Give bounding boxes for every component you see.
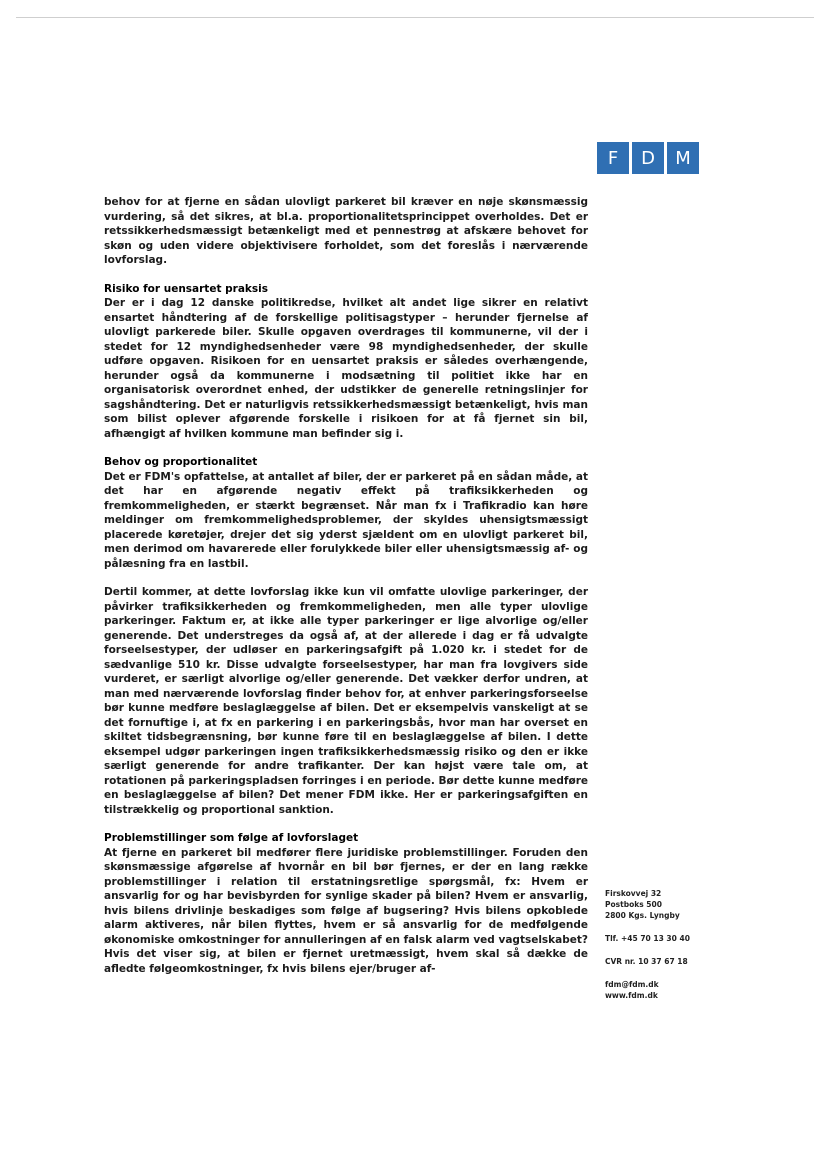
logo-letter-d: D <box>632 142 664 174</box>
address-street: Firskovvej 32 <box>605 889 662 898</box>
letter-body <box>104 195 588 990</box>
logo-letter-f: F <box>597 142 629 174</box>
section-paragraph: Det er FDM's opfattelse, at antallet af biler, der er parkeret på en sådan måde, at det har en afgørende negativ effekt på trafiksikkerheden og fremkommeligheden, er stærkt begrænset. Når man fx i Trafikradio kan høre meldinger om fremkommelighedsproblemer, der skyldes uhensigtsmæssigt placerede køretøjer, drejer det sig yderst sjældent om en ulovligt parkeret bil, men derimod om havarerede eller forulykkede biler eller uhensigtsmæssig af- og pålæsning fra en lastbil. <box>104 470 588 570</box>
section-behov <box>104 455 588 817</box>
phone-number: Tlf. +45 70 13 30 40 <box>605 934 690 943</box>
address-pobox: Postboks 500 <box>605 900 662 909</box>
section-problemstillinger <box>104 831 588 976</box>
section-paragraph: Dertil kommer, at dette lovforslag ikke kun vil omfatte ulovlige parkeringer, der påvirker trafiksikkerheden og fremkommeligheden, men alle typer ulovlige parkeringer. Faktum er, at ikke alle typer parkeringer er lige alvorlige og/eller generende. Det understreges da også af, at der allerede i dag er få udvalgte forseelsestyper, der udløser en parkeringsafgift på 1.020 kr. i stedet for de sædvanlige 510 kr. Disse udvalgte forseelsestyper, har man fra lovgivers side vurderet, er særligt alvorlige og/eller generende. Det vækker derfor undren, at man med nærværende lovforslag finder behov for, at enhver parkeringsforseelse bør kunne medføre beslaglæggelse af bilen. Det er eksempelvis vanskeligt at se det fornuftige i, at fx en parkering i en parkeringsbås, hvor man har overset en skiltet tidsbegrænsning, bør kunne føre til en beslaglæggelse af bilen. I dette eksempel udgør parkeringen ingen trafiksikkerhedsmæssig risiko og den er ikke særligt generende for andre trafikanter. Der kan højst være tale om, at rotationen på parkeringspladsen forringes i en periode. Bør dette kunne medføre en beslaglæggelse af bilen? Det mener FDM ikke. Her er parkeringsafgiften en tilstrækkelig og proportional sanktion. <box>104 586 588 816</box>
section-heading: Risiko for uensartet praksis <box>104 282 268 295</box>
fdm-logo <box>597 142 699 174</box>
intro-paragraph: behov for at fjerne en sådan ulovligt parkeret bil kræver en nøje skønsmæssig vurdering, så det sikres, at bl.a. proportionalitetsprincippet overholdes. Det er retssikkerhedsmæssigt betænkeligt med et pennestrøg at afskære behovet for skøn og uden videre objektivisere forholdet, som det foreslås i nærværende lovforslag. <box>104 196 588 266</box>
email-address: fdm@fdm.dk <box>605 980 659 989</box>
contact-sidebar <box>605 888 735 1001</box>
section-risiko <box>104 282 588 442</box>
top-rule <box>16 17 814 18</box>
logo-letter-m: M <box>667 142 699 174</box>
section-paragraph: Der er i dag 12 danske politikredse, hvilket alt andet lige sikrer en relativt ensartet håndtering af de forskellige politisagstyper – herunder fjernelse af ulovligt parkerede biler. Skulle opgaven overdrages til kommunerne, vil der i stedet for 12 myndighedsenheder være 98 myndighedsenheder, der skulle udføre opgaven. Risikoen for en uensartet praksis er således overhængende, herunder også da kommunerne i modsætning til politiet ikke har en organisatorisk overordnet enhed, der udstikker de generelle retningslinjer for sagshåndtering. Det er naturligvis retssikkerhedsmæssigt betænkeligt, hvis man som bilist oplever afgørende forskelle i risikoen for at få fjernet sin bil, afhængigt af hvilken kommune man befinder sig i. <box>104 297 588 440</box>
website-url: www.fdm.dk <box>605 991 658 1000</box>
cvr-number: CVR nr. 10 37 67 18 <box>605 957 688 966</box>
section-paragraph: At fjerne en parkeret bil medfører flere juridiske problemstillinger. Foruden den skønsmæssige afgørelse af hvornår en bil bør fjernes, er der en lang række problemstillinger i relation til erstatningsretlige spørgsmål, fx: Hvem er ansvarlig for og har bevisbyrden for synlige skader på bilen? Hvem er ansvarlig, hvis bilens drivlinje beskadiges som følge af bugsering? Hvis bilens opkoblede alarm aktiveres, når bilen flyttes, hvem er så ansvarlig for de medfølgende økonomiske omkostninger for annulleringen af en falsk alarm ved vagtselskabet? Hvis det viser sig, at bilen er fjernet uretmæssigt, hvem skal så dække de afledte følgeomkostninger, fx hvis bilens ejer/bruger af- <box>104 846 588 975</box>
section-heading: Behov og proportionalitet <box>104 456 258 468</box>
address-city: 2800 Kgs. Lyngby <box>605 911 680 920</box>
section-heading: Problemstillinger som følge af lovforslaget <box>104 832 359 844</box>
